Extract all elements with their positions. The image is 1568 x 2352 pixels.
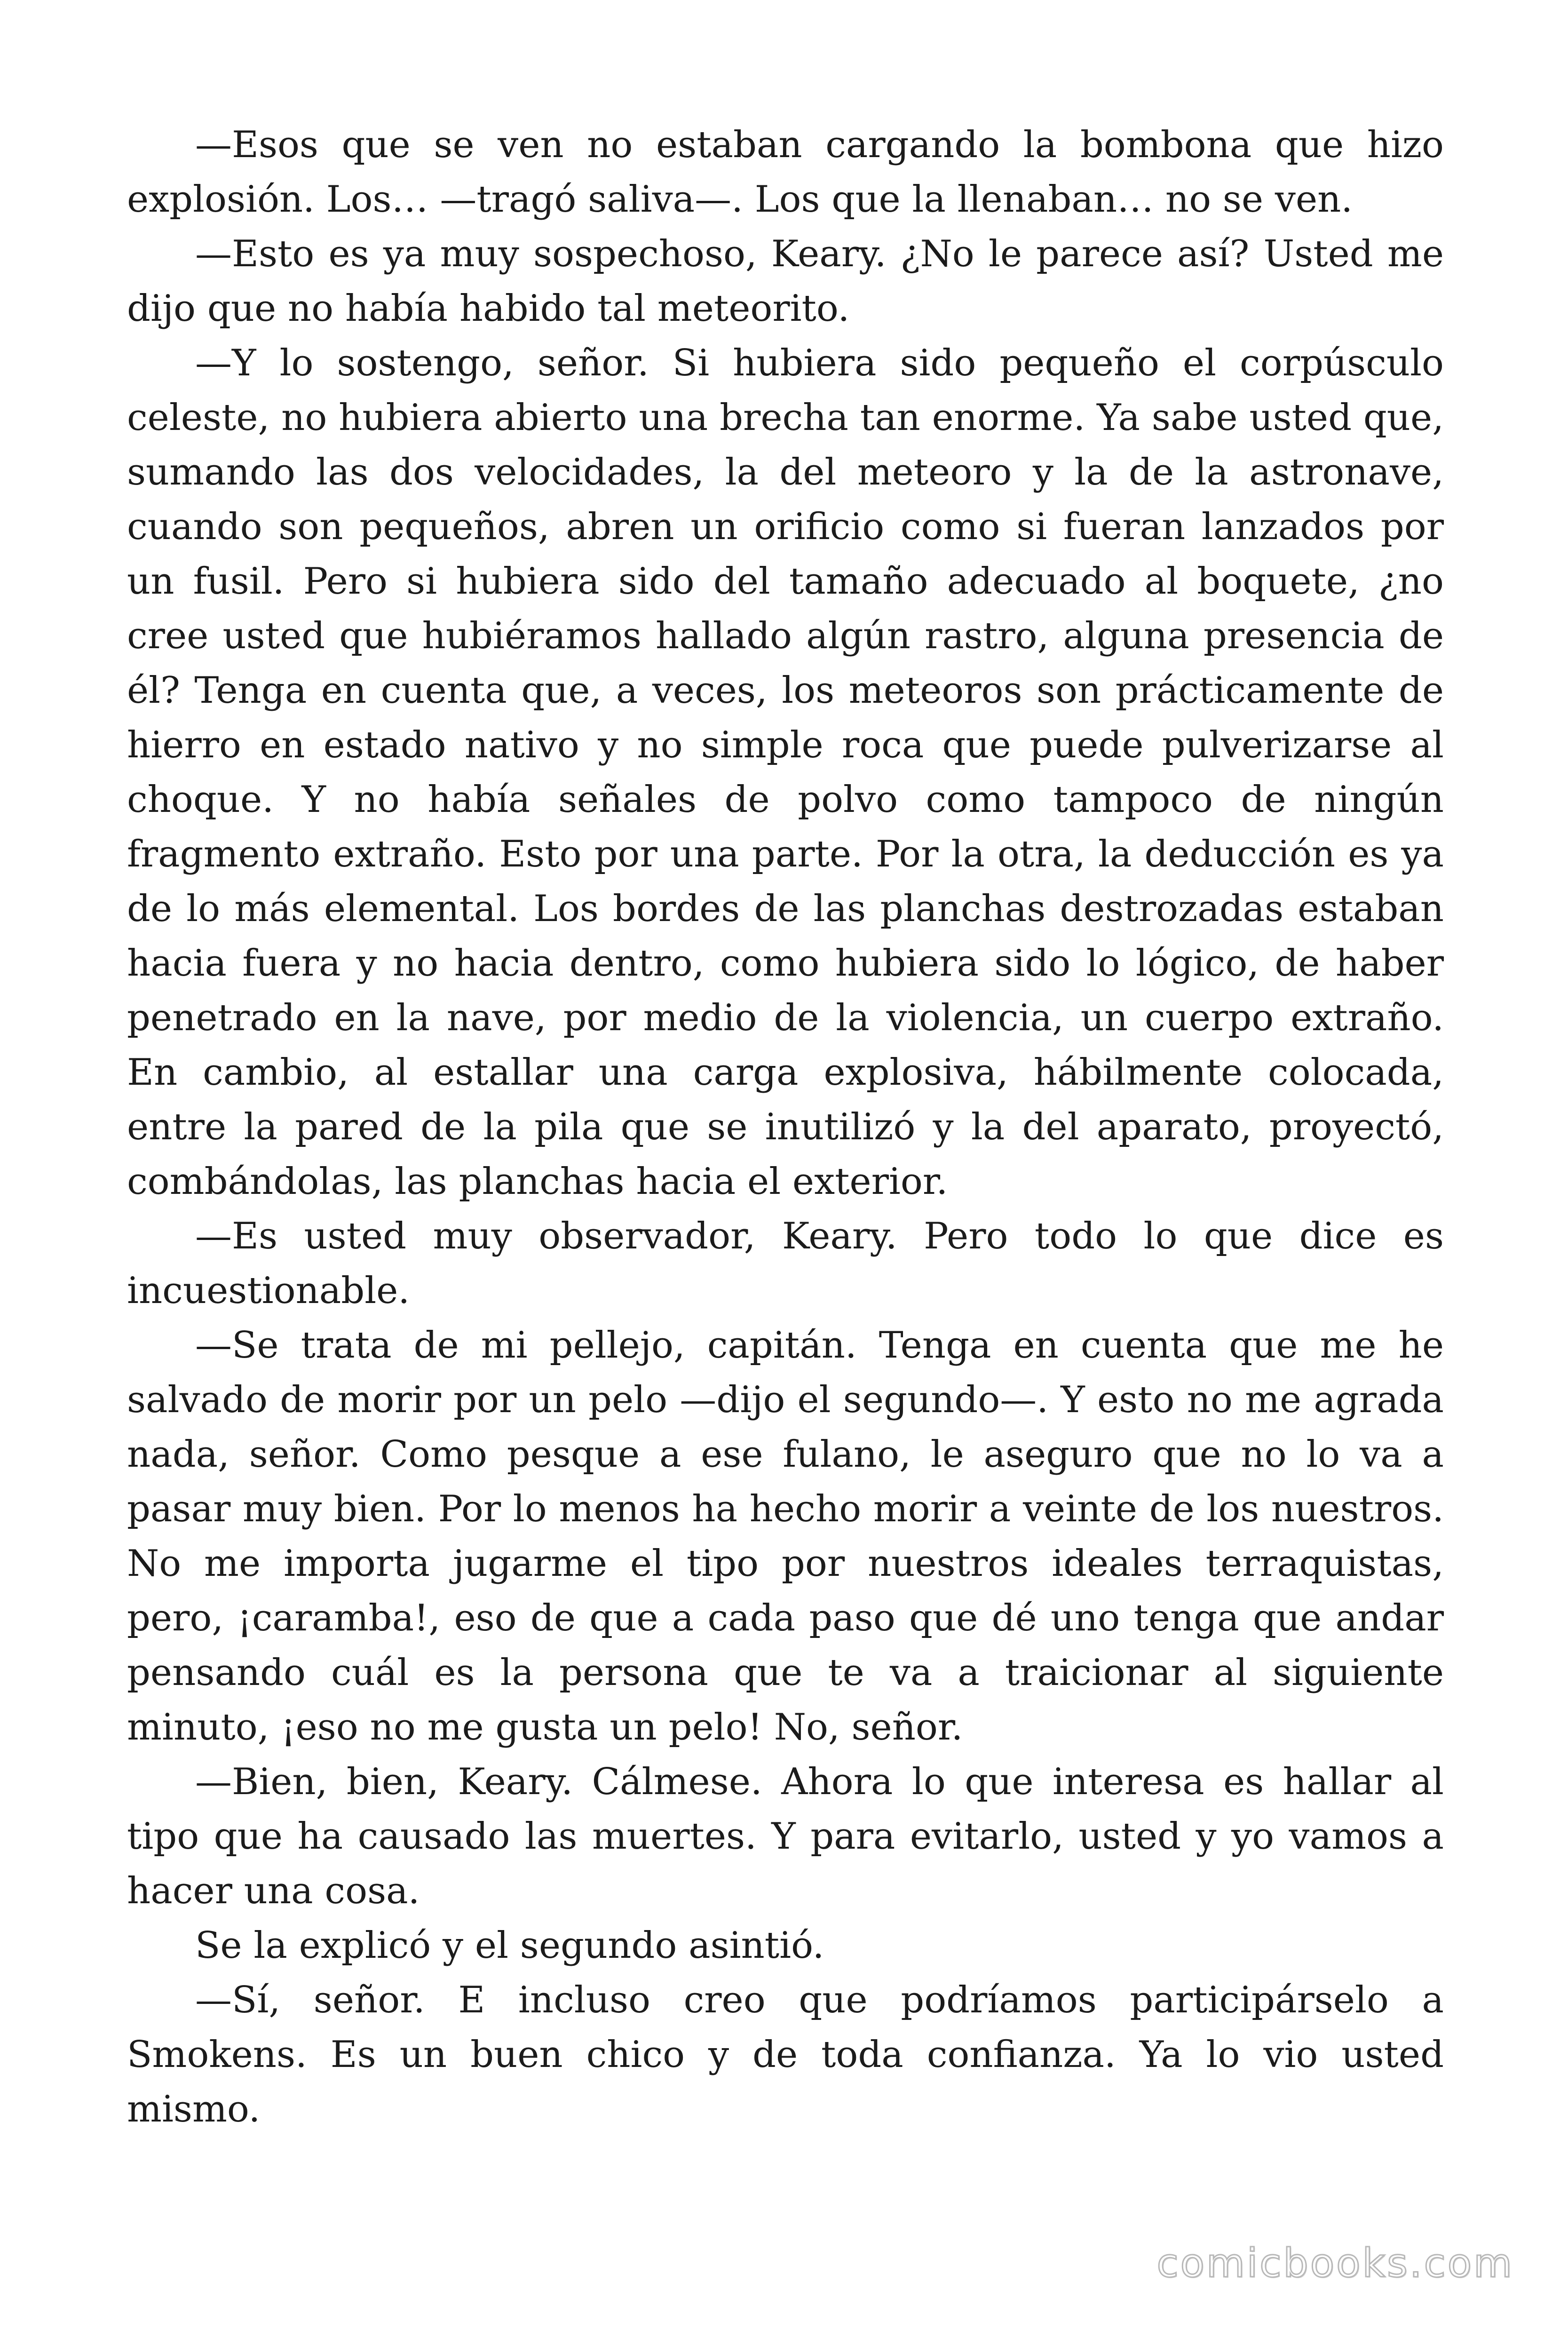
book-page-text	[127, 118, 1444, 2137]
paragraph: —Y lo sostengo, señor. Si hubiera sido pequeño el corpúsculo celeste, no hubiera abierto una brecha tan enorme. Ya sabe usted que, sumando las dos velocidades, la del meteoro y la de la astronave, cuando son pequeños, abren un orificio como si fueran lanzados por un fusil. Pero si hubiera sido del tamaño adecuado al boquete, ¿no cree usted que hubiéramos hallado algún rastro, alguna presencia de él? Tenga en cuenta que, a veces, los meteoros son prácticamente de hierro en estado nativo y no simple roca que puede pulverizarse al choque. Y no había señales de polvo como tampoco de ningún fragmento extraño. Esto por una parte. Por la otra, la deducción es ya de lo más elemental. Los bordes de las planchas destrozadas estaban hacia fuera y no hacia dentro, como hubiera sido lo lógico, de haber penetrado en la nave, por medio de la violencia, un cuerpo extraño. En cambio, al estallar una carga explosiva, hábilmente colocada, entre la pared de la pila que se inutilizó y la del aparato, proyectó, combándolas, las planchas hacia el exterior.	[127, 342, 1444, 1203]
paragraph: —Sí, señor. E incluso creo que podríamos participárselo a Smokens. Es un buen chico y de toda confianza. Ya lo vio usted mismo.	[127, 1979, 1444, 2130]
paragraph: —Esos que se ven no estaban cargando la bombona que hizo explosión. Los… —tragó saliva—. Los que la llenaban… no se ven.	[127, 124, 1444, 221]
watermark: comicbooks.com	[1156, 2240, 1514, 2286]
paragraph: —Bien, bien, Keary. Cálmese. Ahora lo que interesa es hallar al tipo que ha causado las muertes. Y para evitarlo, usted y yo vamos a hacer una cosa.	[127, 1761, 1444, 1912]
paragraph: Se la explicó y el segundo asintió.	[195, 1924, 824, 1967]
paragraph: —Es usted muy observador, Keary. Pero todo lo que dice es incuestionable.	[127, 1215, 1444, 1312]
paragraph: —Esto es ya muy sospechoso, Keary. ¿No le parece así? Usted me dijo que no había habido tal meteorito.	[127, 233, 1444, 330]
paragraph: —Se trata de mi pellejo, capitán. Tenga en cuenta que me he salvado de morir por un pelo —dijo el segundo—. Y esto no me agrada nada, señor. Como pesque a ese fulano, le aseguro que no lo va a pasar muy bien. Por lo menos ha hecho morir a veinte de los nuestros. No me importa jugarme el tipo por nuestros ideales terraquistas, pero, ¡caramba!, eso de que a cada paso que dé uno tenga que andar pensando cuál es la persona que te va a traicionar al siguiente minuto, ¡eso no me gusta un pelo! No, señor.	[127, 1324, 1444, 1748]
